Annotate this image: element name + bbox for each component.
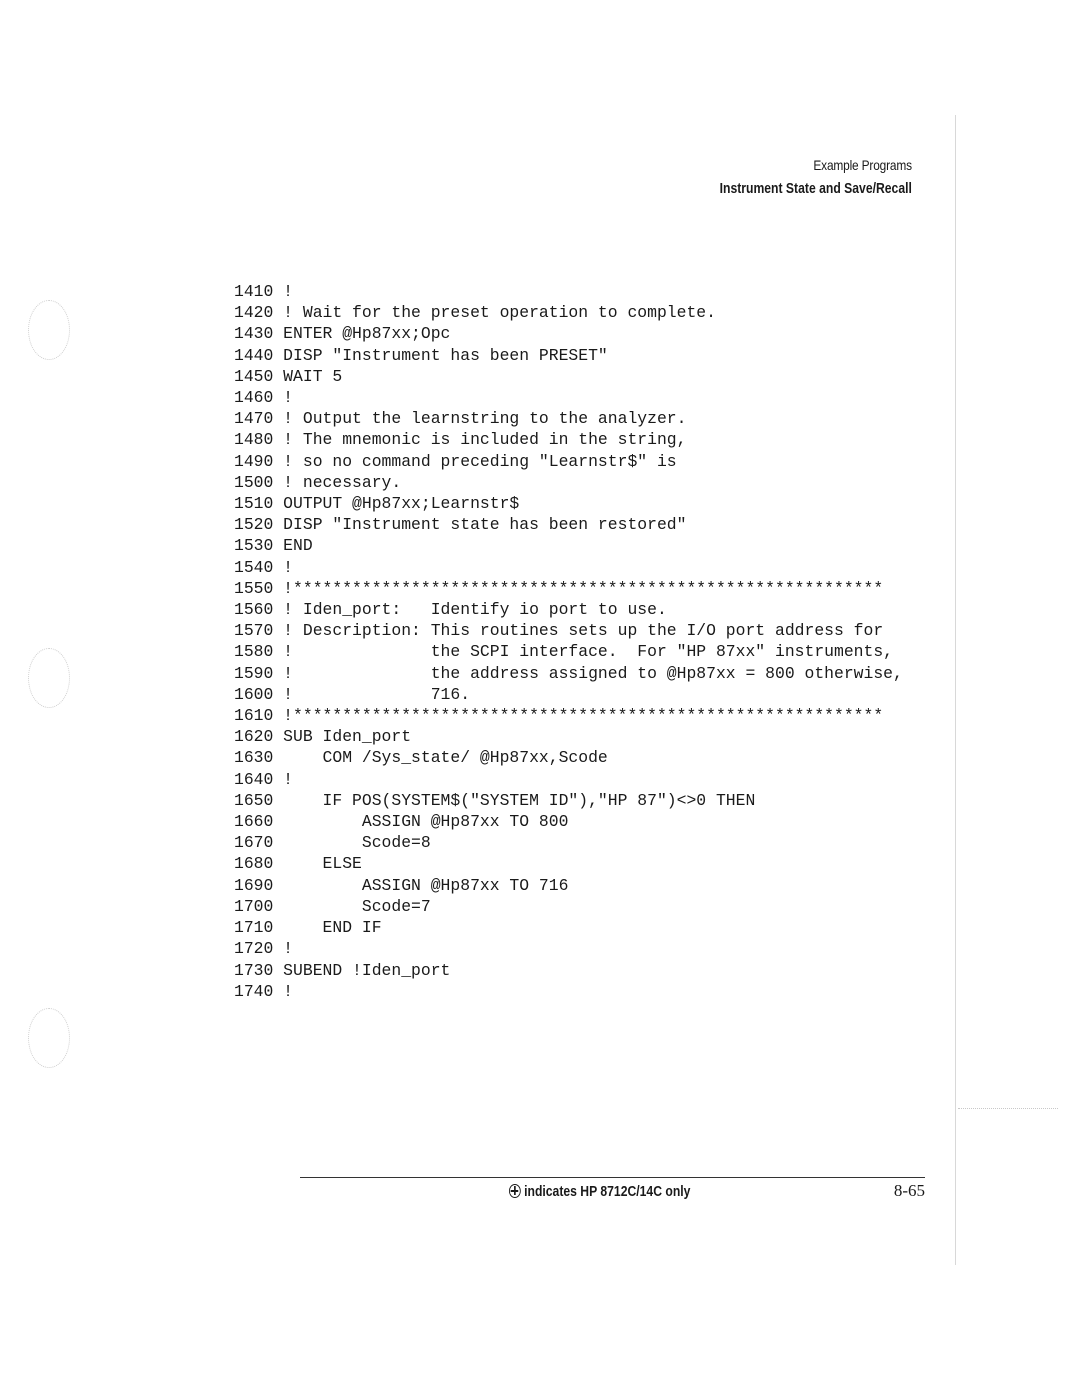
running-head bbox=[683, 155, 912, 200]
code-line: 1420 ! Wait for the preset operation to complete. bbox=[234, 303, 716, 323]
code-line: 1740 ! bbox=[234, 981, 294, 1001]
code-line: 1550 !************************************************************ bbox=[234, 578, 884, 598]
code-line: 1700 Scode=7 bbox=[234, 896, 431, 916]
code-line: 1610 !************************************************************ bbox=[234, 706, 884, 726]
code-line: 1620 SUB Iden_port bbox=[234, 727, 412, 747]
punch-hole bbox=[28, 300, 70, 360]
code-line: 1670 Scode=8 bbox=[234, 833, 431, 853]
code-line: 1710 END IF bbox=[234, 918, 382, 938]
code-line: 1460 ! bbox=[234, 388, 294, 408]
code-listing bbox=[234, 281, 903, 1002]
code-line: 1570 ! Description: This routines sets up the I/O port address for bbox=[234, 621, 884, 641]
code-line: 1410 ! bbox=[234, 282, 294, 301]
code-line: 1560 ! Iden_port: Identify io port to use. bbox=[234, 600, 667, 620]
code-line: 1690 ASSIGN @Hp87xx TO 716 bbox=[234, 875, 569, 895]
code-line: 1650 IF POS(SYSTEM$("SYSTEM ID"),"HP 87")<>0 THEN bbox=[234, 790, 756, 810]
code-line: 1630 COM /Sys_state/ @Hp87xx,Scode bbox=[234, 748, 608, 768]
page-edge-tick bbox=[958, 1108, 1058, 1109]
code-line: 1540 ! bbox=[234, 557, 294, 577]
code-line: 1490 ! so no command preceding "Learnstr$" is bbox=[234, 451, 677, 471]
code-line: 1580 ! the SCPI interface. For "HP 87xx" instruments, bbox=[234, 642, 894, 662]
footer-note-text: indicates HP 8712C/14C only bbox=[524, 1184, 691, 1200]
code-line: 1660 ASSIGN @Hp87xx TO 800 bbox=[234, 812, 569, 832]
footer-rule bbox=[300, 1177, 925, 1178]
code-line: 1530 END bbox=[234, 536, 313, 556]
code-line: 1680 ELSE bbox=[234, 854, 362, 874]
code-line: 1520 DISP "Instrument state has been restored" bbox=[234, 515, 687, 535]
punch-hole bbox=[28, 1008, 70, 1068]
code-line: 1470 ! Output the learnstring to the analyzer. bbox=[234, 409, 687, 429]
code-line: 1590 ! the address assigned to @Hp87xx = 800 otherwise, bbox=[234, 663, 903, 683]
code-line: 1600 ! 716. bbox=[234, 684, 471, 704]
code-line: 1440 DISP "Instrument has been PRESET" bbox=[234, 345, 608, 365]
hp-logo-icon bbox=[509, 1184, 521, 1198]
code-line: 1720 ! bbox=[234, 939, 294, 959]
section-title: Instrument State and Save/Recall bbox=[719, 181, 912, 197]
punch-hole bbox=[28, 648, 70, 708]
page-number: 8-65 bbox=[893, 1181, 925, 1200]
code-line: 1430 ENTER @Hp87xx;Opc bbox=[234, 324, 451, 344]
code-line: 1730 SUBEND !Iden_port bbox=[234, 960, 451, 980]
code-line: 1450 WAIT 5 bbox=[234, 366, 343, 386]
code-line: 1640 ! bbox=[234, 769, 294, 789]
code-line: 1480 ! The mnemonic is included in the string, bbox=[234, 430, 687, 450]
section-label: Example Programs bbox=[813, 157, 912, 173]
page-edge-line bbox=[955, 115, 956, 1265]
code-line: 1510 OUTPUT @Hp87xx;Learnstr$ bbox=[234, 494, 520, 514]
code-line: 1500 ! necessary. bbox=[234, 472, 402, 492]
footer-note bbox=[509, 1184, 690, 1200]
